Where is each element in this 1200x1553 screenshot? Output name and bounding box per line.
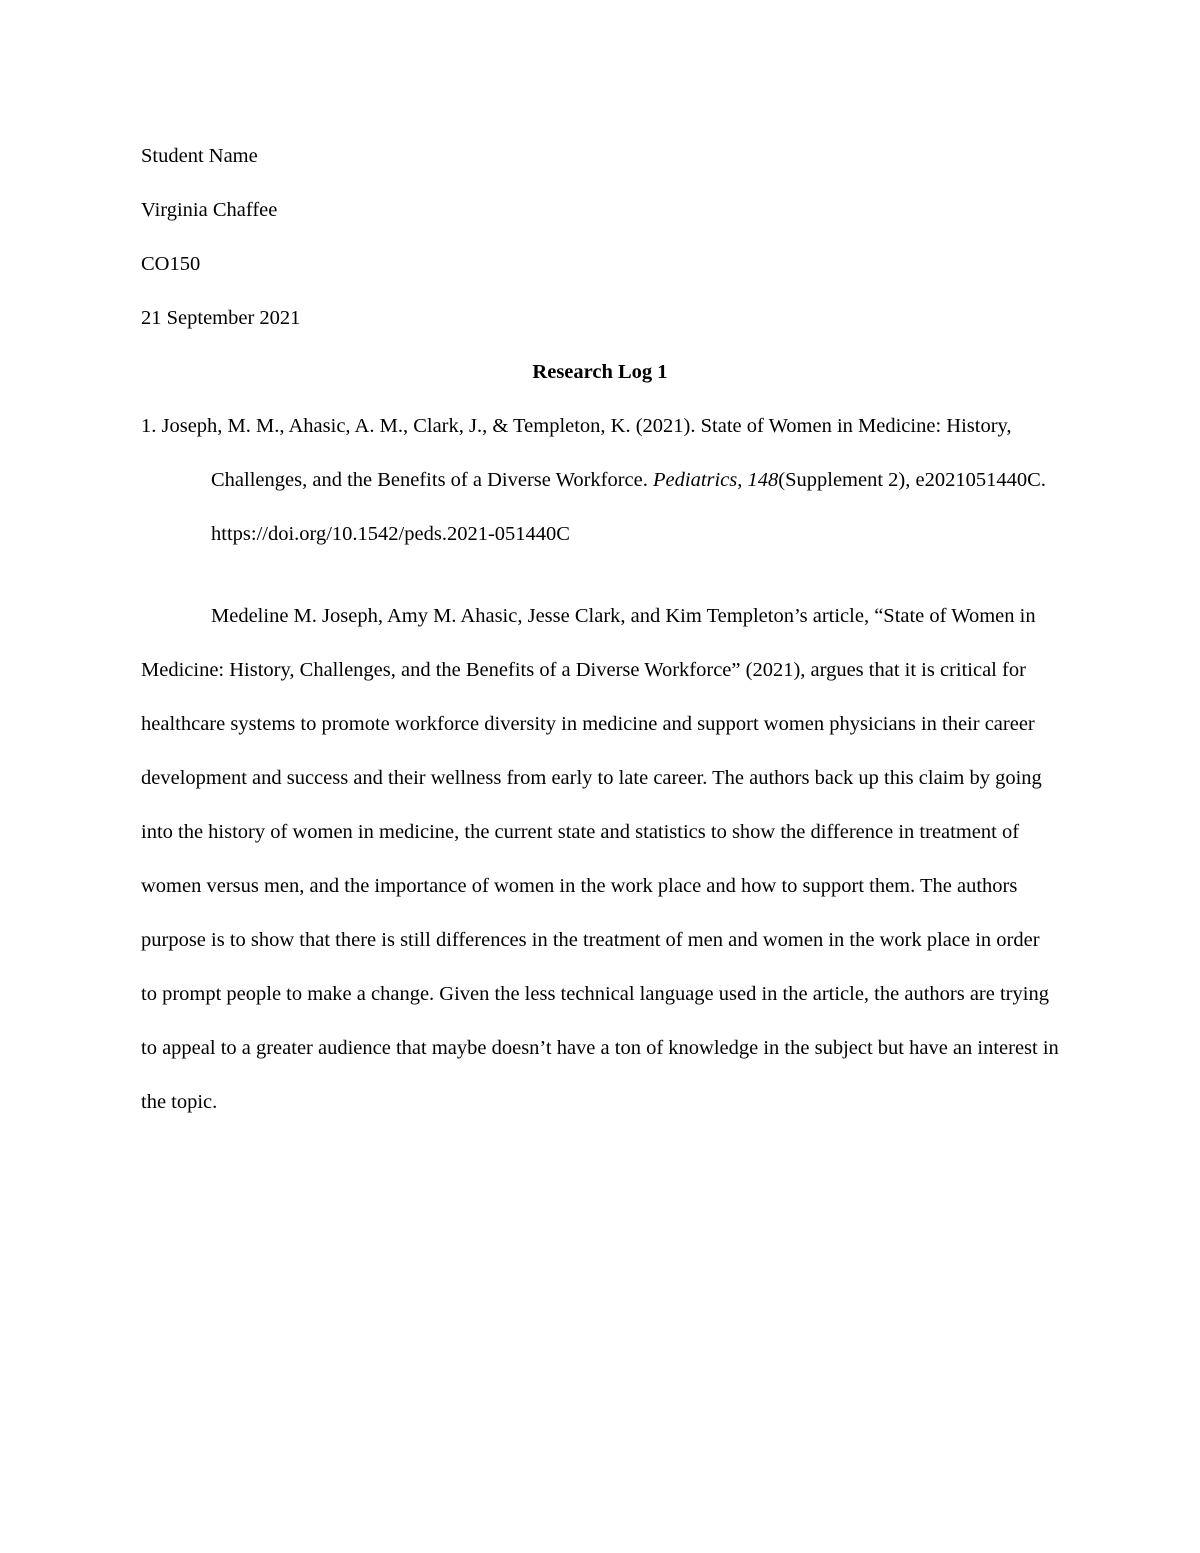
citation-volume: 148	[747, 469, 779, 491]
document-title: Research Log 1	[532, 361, 668, 383]
summary-paragraph: Medeline M. Joseph, Amy M. Ahasic, Jesse Clark, and Kim Templeton’s article, “State of Women in Medicine: History, Challenges, and the Benefits of a Diverse Workforce” (2021), argues that it is critical for healthcare systems to promote workforce diversity in medicine and support women physicians in their career development and success and their wellness from early to late career. The authors back up this claim by going into the history of women in medicine, the current state and statistics to show the difference in treatment of women versus men, and the importance of women in the work place and how to support them. The authors purpose is to show that there is still differences in the treatment of men and women in the work place in order to prompt people to make a change. Given the less technical language used in the article, the authors are trying to appeal to a greater audience that maybe doesn’t have a ton of knowledge in the subject but have an interest in the topic.	[141, 605, 1059, 1113]
citation-issue-doi: (Supplement 2), e2021051440C. https://doi.org/10.1542/peds.2021-051440C	[211, 469, 1046, 545]
course-code: CO150	[141, 253, 201, 275]
author-name: Virginia Chaffee	[141, 199, 278, 221]
paragraph-gap	[141, 561, 1059, 589]
citation-separator: ,	[737, 469, 743, 491]
citation-number: 1.	[141, 415, 157, 437]
citation-entry	[141, 399, 1059, 561]
citation-authors-title: Joseph, M. M., Ahasic, A. M., Clark, J., & Templeton, K. (2021). State of Women in Medicine: History, Challenges, and the Benefits of a Diverse Workforce.	[161, 415, 1012, 491]
citation-journal: Pediatrics	[653, 469, 738, 491]
student-name-label: Student Name	[141, 145, 258, 167]
document-date: 21 September 2021	[141, 307, 301, 329]
document-content	[141, 129, 1059, 1129]
